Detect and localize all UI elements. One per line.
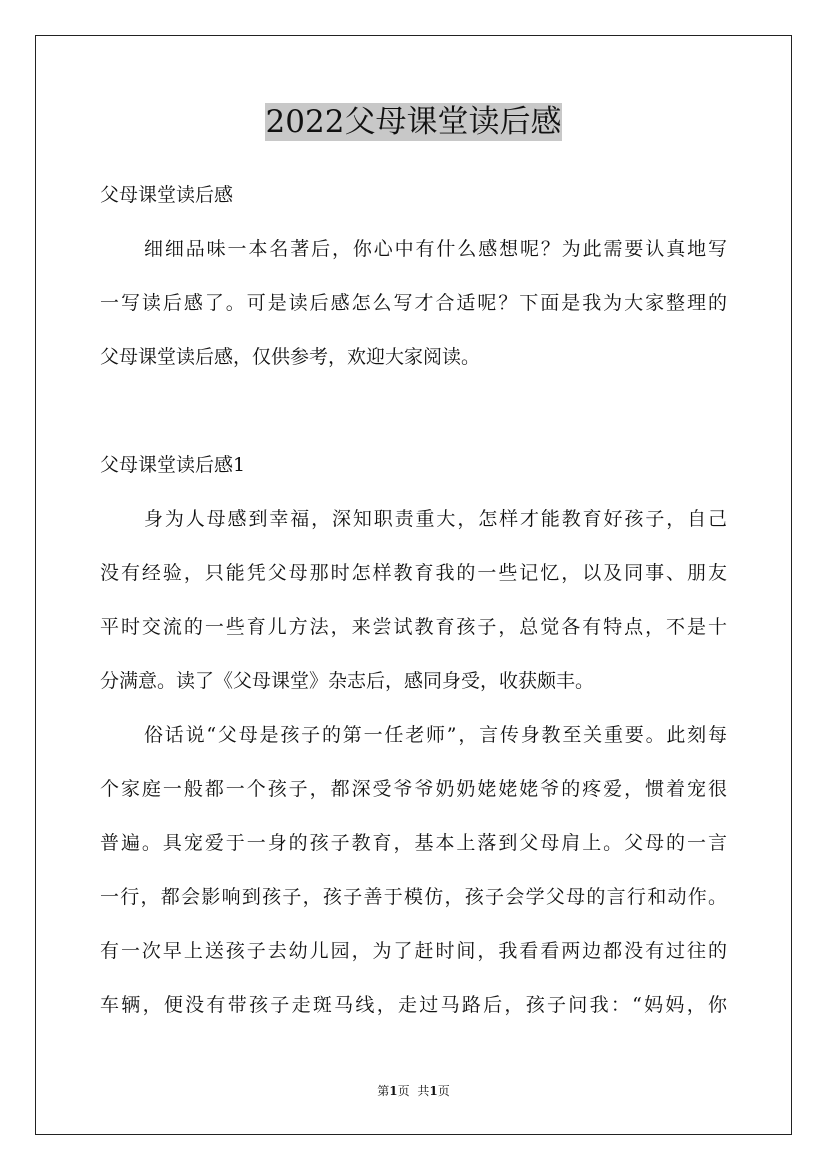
paragraph-line: 平时交流的一些育儿方法，来尝试教育孩子，总觉各有特点，不是十 [100, 616, 727, 638]
footer-page-number: 1 [389, 1084, 398, 1098]
footer-page-unit: 页 [397, 1084, 410, 1098]
paragraph-line: 车辆，便没有带孩子走斑马线，走过马路后，孩子问我：“妈妈，你 [100, 994, 727, 1016]
section-heading: 父母课堂读后感 [100, 184, 234, 206]
paragraph-line: 个家庭一般都一个孩子，都深受爷爷奶奶姥姥姥爷的疼爱，惯着宠很 [100, 778, 727, 800]
footer-prefix: 第 [377, 1084, 390, 1098]
paragraph-line: 一写读后感了。可是读后感怎么写才合适呢？下面是我为大家整理的 [100, 292, 727, 314]
paragraph-line: 普遍。具宠爱于一身的孩子教育，基本上落到父母肩上。父母的一言 [100, 832, 727, 854]
paragraph-line: 分满意。读了《父母课堂》杂志后，感同身受，收获颇丰。 [100, 670, 595, 692]
paragraph-line: 身为人母感到幸福，深知职责重大，怎样才能教育好孩子，自己 [144, 508, 727, 530]
paragraph-line: 有一次早上送孩子去幼儿园，为了赶时间，我看看两边都没有过往的 [100, 940, 727, 962]
footer-total-prefix: 共 [417, 1084, 430, 1098]
paragraph-line: 没有经验，只能凭父母那时怎样教育我的一些记忆，以及同事、朋友 [100, 562, 727, 584]
page-footer [0, 1082, 827, 1099]
footer-total-number: 1 [429, 1084, 438, 1098]
paragraph-line: 俗话说“父母是孩子的第一任老师”，言传身教至关重要。此刻每 [144, 724, 727, 746]
paragraph-line: 一行，都会影响到孩子，孩子善于模仿，孩子会学父母的言行和动作。 [100, 886, 727, 908]
title-container [0, 103, 827, 141]
paragraph-line: 父母课堂读后感，仅供参考，欢迎大家阅读。 [100, 346, 481, 368]
footer-total-unit: 页 [437, 1084, 450, 1098]
document-title: 2022父母课堂读后感 [265, 104, 562, 140]
section-heading: 父母课堂读后感1 [100, 454, 246, 476]
paragraph-line: 细细品味一本名著后，你心中有什么感想呢？为此需要认真地写 [144, 238, 727, 260]
